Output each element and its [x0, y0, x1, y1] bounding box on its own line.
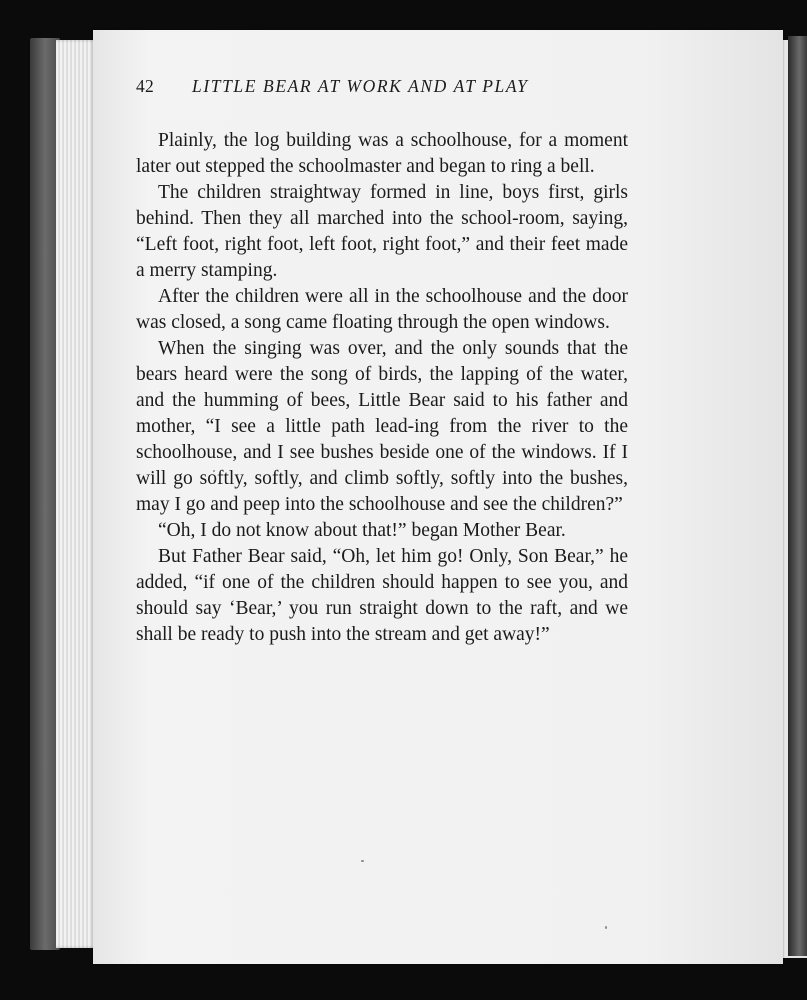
- page-number: 42: [136, 76, 155, 96]
- page-speck: [361, 860, 364, 862]
- page-speck: [605, 926, 607, 929]
- running-title: LITTLE BEAR AT WORK AND AT PLAY: [192, 76, 529, 96]
- paragraph: “Oh, I do not know about that!” began Mother Bear.: [158, 520, 566, 541]
- paragraph: But Father Bear said, “Oh, let him go! Only, Son Bear,” he added, “if one of the children should happen to see you, and should say ‘Bear,’ you run straight down to the raft, and we shall be ready to push into the stream and get away!”: [136, 546, 628, 645]
- page-header: [136, 76, 628, 108]
- paragraph: When the singing was over, and the only sounds that the bears heard were the song of birds, the lapping of the water, and the humming of bees, Little Bear said to his father and mother, “I see a little path lead-ing from the river to the schoolhouse, and I see bushes beside one of the windows. If I will go softly, softly, and climb softly, softly into the bushes, may I go and peep into the schoolhouse and see the children?”: [136, 338, 628, 515]
- body-text: [136, 128, 628, 648]
- text-block: [136, 76, 628, 648]
- book-cover-right: [788, 36, 807, 956]
- paragraph: After the children were all in the schoolhouse and the door was closed, a song came floating through the open windows.: [136, 286, 628, 333]
- page-edges: [56, 40, 96, 948]
- paragraph: Plainly, the log building was a schoolhouse, for a moment later out stepped the schoolmaster and began to ring a bell.: [136, 130, 628, 177]
- paragraph: The children straightway formed in line, boys first, girls behind. Then they all marched into the school-room, saying, “Left foot, right foot, left foot, right foot,” and their feet made a merry stamping.: [136, 182, 628, 281]
